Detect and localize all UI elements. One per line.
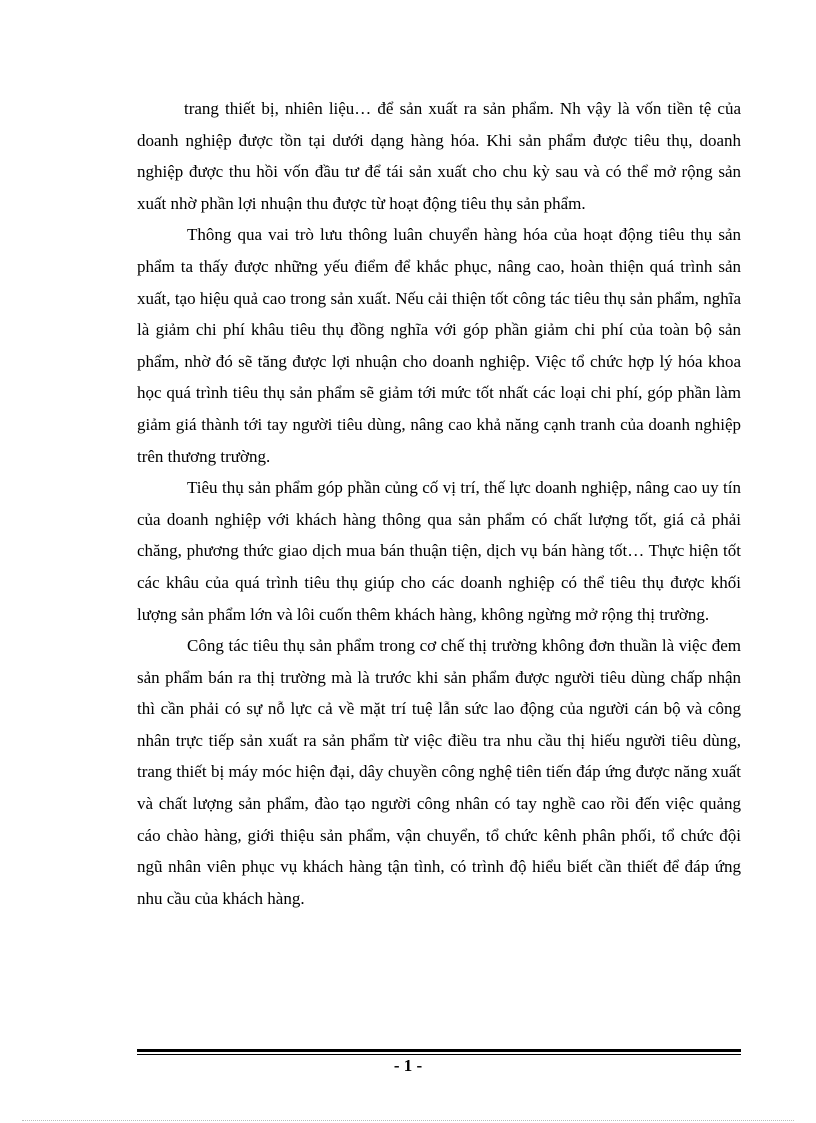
- footer-divider: [137, 1049, 741, 1055]
- paragraph-4: Công tác tiêu thụ sản phẩm trong cơ chế thị trường không đơn thuần là việc đem sản phẩm bán ra thị trường mà là trước khi sản phẩm được người tiêu dùng chấp nhận thì cần phải có sự nỗ lực cả về mặt trí tuệ lẫn sức lao động của người cán bộ và công nhân trực tiếp sản xuất ra sản phẩm từ việc điều tra nhu cầu thị hiếu người tiêu dùng, trang thiết bị máy móc hiện đại, dây chuyền công nghệ tiên tiến đáp ứng được năng xuất và chất lượng sản phẩm, đào tạo người công nhân có tay nghề cao rồi đến việc quảng cáo chào hàng, giới thiệu sản phẩm, vận chuyển, tổ chức kênh phân phối, tổ chức đội ngũ nhân viên phục vụ khách hàng tận tình, có trình độ hiểu biết cần thiết để đáp ứng nhu cầu của khách hàng.: [137, 636, 741, 908]
- paragraph-2: Thông qua vai trò lưu thông luân chuyển hàng hóa của hoạt động tiêu thụ sản phẩm ta thấy được những yếu điểm để khắc phục, nâng cao, hoàn thiện quá trình sản xuất, tạo hiệu quả cao trong sản xuất. Nếu cải thiện tốt công tác tiêu thụ sản phẩm, nghĩa là giảm chi phí khâu tiêu thụ đồng nghĩa với góp phần giảm chi phí của toàn bộ sản phẩm, nhờ đó sẽ tăng được lợi nhuận cho doanh nghiệp. Việc tổ chức hợp lý hóa khoa học quá trình tiêu thụ sản phẩm sẽ giảm tới mức tốt nhất các loại chi phí, góp phần làm giảm giá thành tới tay người tiêu dùng, nâng cao khả năng cạnh tranh của doanh nghiệp trên thương trường.: [137, 225, 741, 466]
- page-bottom-edge: [22, 1120, 794, 1121]
- body-text: [137, 93, 741, 914]
- paragraph-3: Tiêu thụ sản phẩm góp phần củng cố vị trí, thế lực doanh nghiệp, nâng cao uy tín của doanh nghiệp với khách hàng thông qua sản phẩm có chất lượng tốt, giá cả phải chăng, phương thức giao dịch mua bán thuận tiện, dịch vụ bán hàng tốt… Thực hiện tốt các khâu của quá trình tiêu thụ giúp cho các doanh nghiệp có thể tiêu thụ được khối lượng sản phẩm lớn và lôi cuốn thêm khách hàng, không ngừng mở rộng thị trường.: [137, 478, 741, 624]
- paragraph-1: trang thiết bị, nhiên liệu… để sản xuất ra sản phẩm. Nh vậy là vốn tiền tệ của doanh nghiệp được tồn tại dưới dạng hàng hóa. Khi sản phẩm được tiêu thụ, doanh nghiệp được thu hồi vốn đầu tư để tái sản xuất cho chu kỳ sau và có thể mở rộng sản xuất nhờ phần lợi nhuận thu được từ hoạt động tiêu thụ sản phẩm.: [137, 99, 741, 213]
- page-number: - 1 -: [393, 1056, 423, 1075]
